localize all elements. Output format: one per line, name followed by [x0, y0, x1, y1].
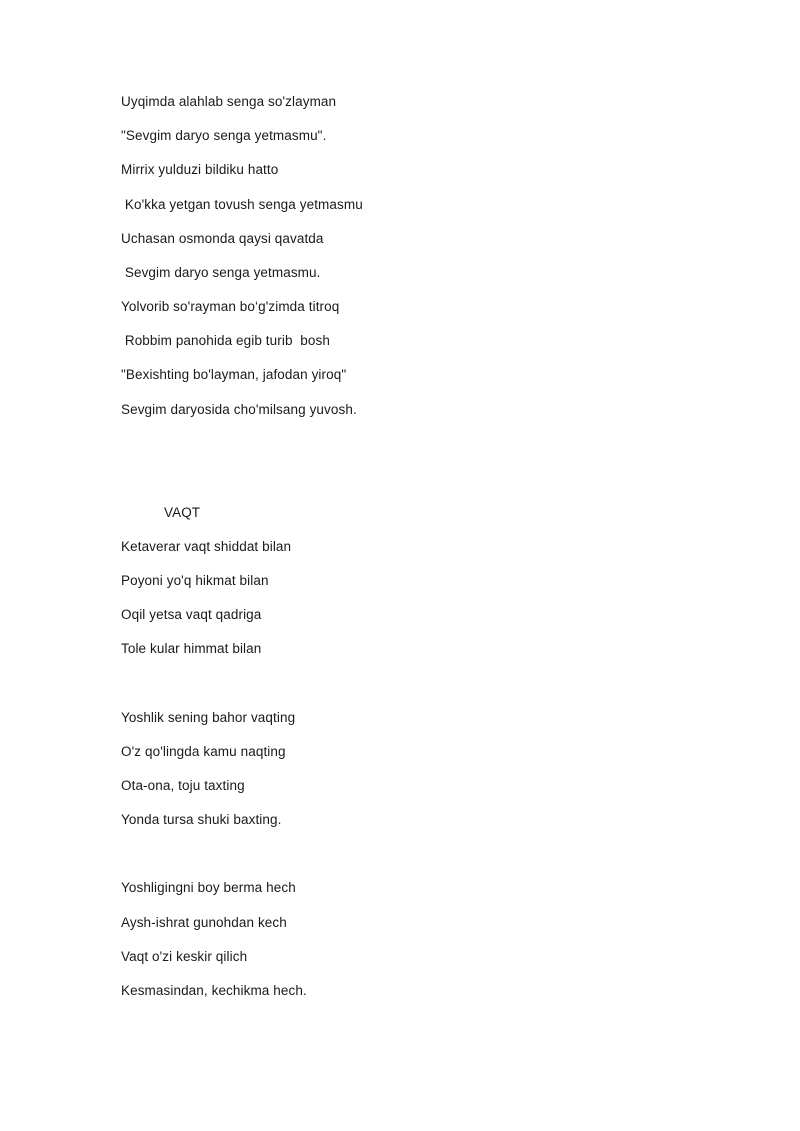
poem-line: Ko'kka yetgan tovush senga yetmasmu	[121, 197, 363, 212]
poem-line: Vaqt o'zi keskir qilich	[121, 949, 248, 964]
poem-line: Yolvorib so'rayman bo‘g'zimda titroq	[121, 299, 340, 314]
poem-line: Kesmasindan, kechikma hech.	[121, 983, 307, 998]
poem-line: "Bexishting bo'layman, jafodan yiroq"	[121, 367, 347, 382]
poem-line: Yoshligingni boy berma hech	[121, 880, 296, 895]
poem-line: Uyqimda alahlab senga so'zlayman	[121, 94, 337, 109]
poem-line: Uchasan osmonda qaysi qavatda	[121, 231, 324, 246]
poem-line: Tole kular himmat bilan	[121, 641, 262, 656]
poem-line: Yoshlik sening bahor vaqting	[121, 710, 296, 725]
poem-line: "Sevgim daryo senga yetmasmu".	[121, 128, 327, 143]
poem-line: Yonda tursa shuki baxting.	[121, 812, 282, 827]
poem-line: Sevgim daryo senga yetmasmu.	[121, 265, 321, 280]
poem-line: Ota-ona, toju taxting	[121, 778, 245, 793]
poem-line: Mirrix yulduzi bildiku hatto	[121, 162, 279, 177]
poem-title: VAQT	[164, 505, 201, 520]
poem-line: Oqil yetsa vaqt qadriga	[121, 607, 262, 622]
poem-line: Ketaverar vaqt shiddat bilan	[121, 539, 292, 554]
poem-line: Robbim panohida egib turib bosh	[121, 333, 330, 348]
poem-line: Aysh-ishrat gunohdan kech	[121, 915, 287, 930]
poem-line: Poyoni yo'q hikmat bilan	[121, 573, 269, 588]
poem-line: Sevgim daryosida cho'milsang yuvosh.	[121, 402, 357, 417]
poem-line: O'z qo'lingda kamu naqting	[121, 744, 286, 759]
